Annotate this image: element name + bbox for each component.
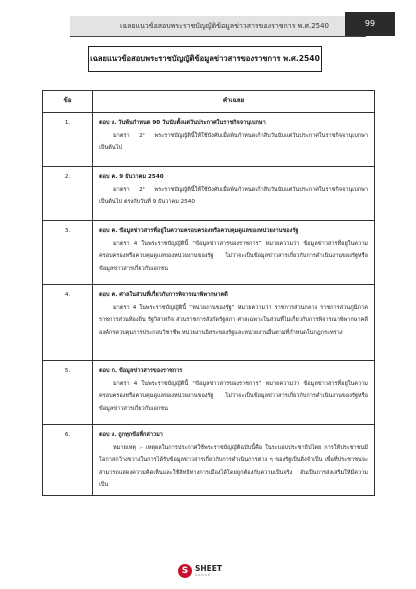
page-number: 99: [345, 12, 395, 36]
brand-name: SHEET: [195, 564, 223, 573]
explanation-text: มาตรา 4 ในพระราชบัญญัตินี้ “หน่วยงานของรัฐ” หมายความว่า ราชการส่วนกลาง ราชการส่วนภูมิภาค ราชการส่วนท้องถิ่น รัฐวิสาหกิจ ส่วนราชการสังกัดรัฐสภา ศาลเฉพาะในส่วนที่ไม่เกี่ยวกับการพิจารณาพิพากษาคดีองค์กรควบคุมการประกอบวิชาชีพ หน่วยงานอิสระของรัฐและหน่วยงานอื่นตามที่กำหนดในกฎกระทรวง: [99, 305, 368, 336]
answer-cell: [93, 167, 375, 221]
row-number: 5.: [43, 361, 93, 425]
row-number: 3.: [43, 221, 93, 285]
sheet-logo-icon: S: [178, 564, 192, 578]
document-title: เฉลยแนวข้อสอบพระราชบัญญัติข้อมูลข่าวสารของราชการ พ.ศ.2540: [88, 46, 322, 72]
answer-choice: ตอบ ง. ถูกทุกข้อที่กล่าวมา: [99, 432, 163, 438]
running-header: เฉลยแนวข้อสอบพระราชบัญญัติข้อมูลข่าวสารของราชการ พ.ศ.2540: [120, 22, 330, 30]
table-row: [43, 113, 375, 167]
answer-choice: ตอบ ค. 9 ธันวาคม 2540: [99, 174, 164, 180]
column-header-no: ข้อ: [43, 91, 93, 113]
column-header-answer: คำเฉลย: [93, 91, 375, 113]
footer-logo: [178, 564, 222, 578]
table-row: [43, 285, 375, 361]
answer-choice: ตอบ ค. ข้อมูลข่าวสารที่อยู่ในความครอบครองหรือควบคุมดูแลของหน่วยงานของรัฐ: [99, 228, 299, 234]
table-row: [43, 425, 375, 496]
table-header-row: [43, 91, 375, 113]
explanation-text: หมายเหตุ :- เหตุผลในการประกาศใช้พระราชบัญญัติฉบับนี้คือ ในระบอบประชาธิปไตย การให้ประชาชนมีโอกาสกว้างขวางในการได้รับข้อมูลข่าวสารเกี่ยวกับการดำเนินการต่าง ๆ ของรัฐเป็นสิ่งจำเป็น เพื่อที่ประชาชนจะสามารถแสดงความคิดเห็นและใช้สิทธิทางการเมืองได้โดยถูกต้องกับความเป็นจริง อันเป็นการส่งเสริมให้มีความเป็น: [99, 445, 368, 488]
row-number: 6.: [43, 425, 93, 496]
header-divider: [70, 36, 366, 37]
answer-choice: ตอบ ง. วันพ้นกำหนด 90 วันนับตั้งแต่วันประกาศในราชกิจจานุเบกษา: [99, 120, 266, 126]
answer-choice: ตอบ ก. ข้อมูลข่าวสารของราชการ: [99, 368, 183, 374]
table-row: [43, 361, 375, 425]
explanation-text: มาตรา 4 ในพระราชบัญญัตินี้ “ข้อมูลข่าวสารของราชการ” หมายความว่า ข้อมูลข่าวสารที่อยู่ในความครอบครองหรือควบคุมดูแลของหน่วยงานของรัฐ ไม่ว่าจะเป็นข้อมูลข่าวสารเกี่ยวกับการดำเนินงานของรัฐหรือข้อมูลข่าวสารเกี่ยวกับเอกชน: [99, 381, 368, 412]
answer-cell: [93, 361, 375, 425]
row-number: 1.: [43, 113, 93, 167]
brand-tagline: GROUP: [195, 573, 211, 577]
answer-cell: [93, 221, 375, 285]
answer-cell: [93, 425, 375, 496]
table-row: [43, 221, 375, 285]
answer-table: [42, 90, 375, 496]
explanation-text: มาตรา 2¹ พระราชบัญญัตินี้ให้ใช้บังคับเมื่อพ้นกำหนดเก้าสิบวันนับแต่วันประกาศในราชกิจจานุเบกษาเป็นต้นไป: [99, 133, 368, 152]
explanation-text: มาตรา 4 ในพระราชบัญญัตินี้ “ข้อมูลข่าวสารของราชการ” หมายความว่า ข้อมูลข่าวสารที่อยู่ในความครอบครองหรือควบคุมดูแลของหน่วยงานของรัฐ ไม่ว่าจะเป็นข้อมูลข่าวสารเกี่ยวกับการดำเนินงานของรัฐหรือข้อมูลข่าวสารเกี่ยวกับเอกชน: [99, 241, 368, 272]
answer-cell: [93, 285, 375, 361]
answer-choice: ตอบ ค. ศาลในส่วนที่เกี่ยวกับการพิจารณาพิพากษาคดี: [99, 292, 228, 298]
explanation-text: มาตรา 2¹ พระราชบัญญัตินี้ให้ใช้บังคับเมื่อพ้นกำหนดเก้าสิบวันนับแต่วันประกาศในราชกิจจานุเบกษาเป็นต้นไป ตรงกับวันที่ 9 ธันวาคม 2540: [99, 187, 368, 206]
table-row: [43, 167, 375, 221]
row-number: 4.: [43, 285, 93, 361]
answer-cell: [93, 113, 375, 167]
row-number: 2.: [43, 167, 93, 221]
